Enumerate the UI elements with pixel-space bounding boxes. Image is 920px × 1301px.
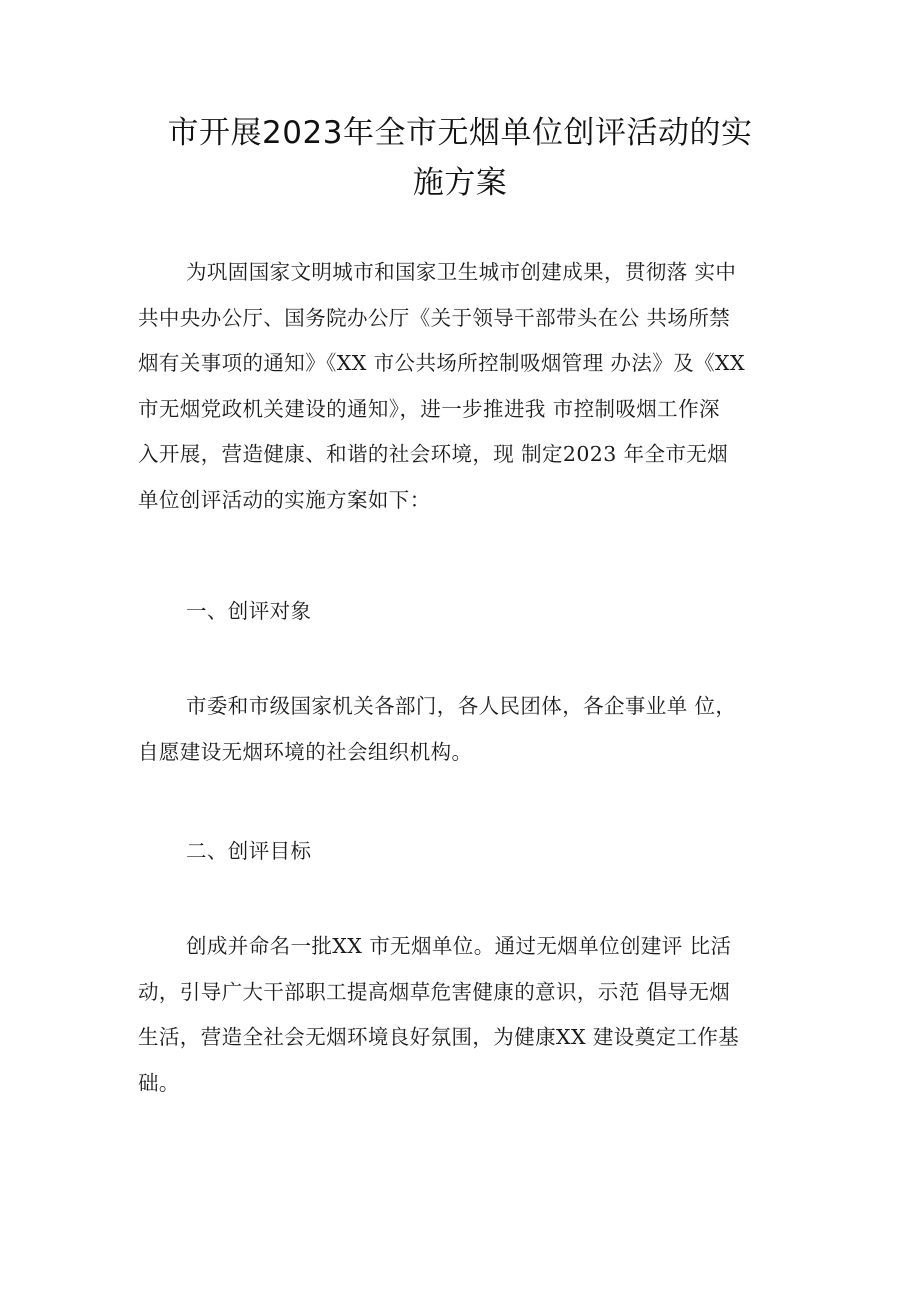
- intro-line-3: 烟有关事项的通知》《XX 市公共场所控制吸烟管理 办法》及《XX: [138, 351, 745, 375]
- intro-line-1: 为巩固国家文明城市和国家卫生城市创建成果，贯彻落 实中: [186, 260, 737, 284]
- section-2-line-3: 生活，营造全社会无烟环境良好氛围，为健康XX 建设奠定工作基: [138, 1025, 740, 1049]
- section-1-line-2: 自愿建设无烟环境的社会组织机构。: [138, 739, 473, 764]
- title-line-1: 市开展2023年全市无烟单位创评活动的实: [167, 115, 753, 151]
- intro-line-2: 共中央办公厅、国务院办公厅《关于领导干部带头在公 共场所禁: [138, 305, 731, 330]
- intro-paragraph: [138, 250, 798, 523]
- section-1-heading: 一、创评对象: [186, 599, 312, 623]
- section-2-heading: 二、创评目标: [186, 839, 312, 863]
- intro-line-5: 入开展，营造健康、和谐的社会环境，现 制定2023 年全市无烟: [138, 442, 729, 466]
- section-1-paragraph: [138, 684, 798, 775]
- section-2-paragraph: [138, 924, 798, 1106]
- section-2-line-2: 动，引导广大干部职工提高烟草危害健康的意识，示范 倡导无烟: [138, 979, 731, 1004]
- intro-line-4: 市无烟党政机关建设的通知》，进一步推进我 市控制吸烟工作深: [138, 396, 720, 421]
- section-2-line-4: 础。: [138, 1070, 180, 1095]
- intro-line-6: 单位创评活动的实施方案如下：: [138, 487, 431, 512]
- document-title: [130, 108, 790, 208]
- title-line-2: 施方案: [412, 165, 508, 201]
- section-2-line-1: 创成并命名一批XX 市无烟单位。通过无烟单位创建评 比活: [186, 934, 732, 958]
- section-1-line-1: 市委和市级国家机关各部门，各人民团体，各企事业单 位，: [186, 694, 737, 718]
